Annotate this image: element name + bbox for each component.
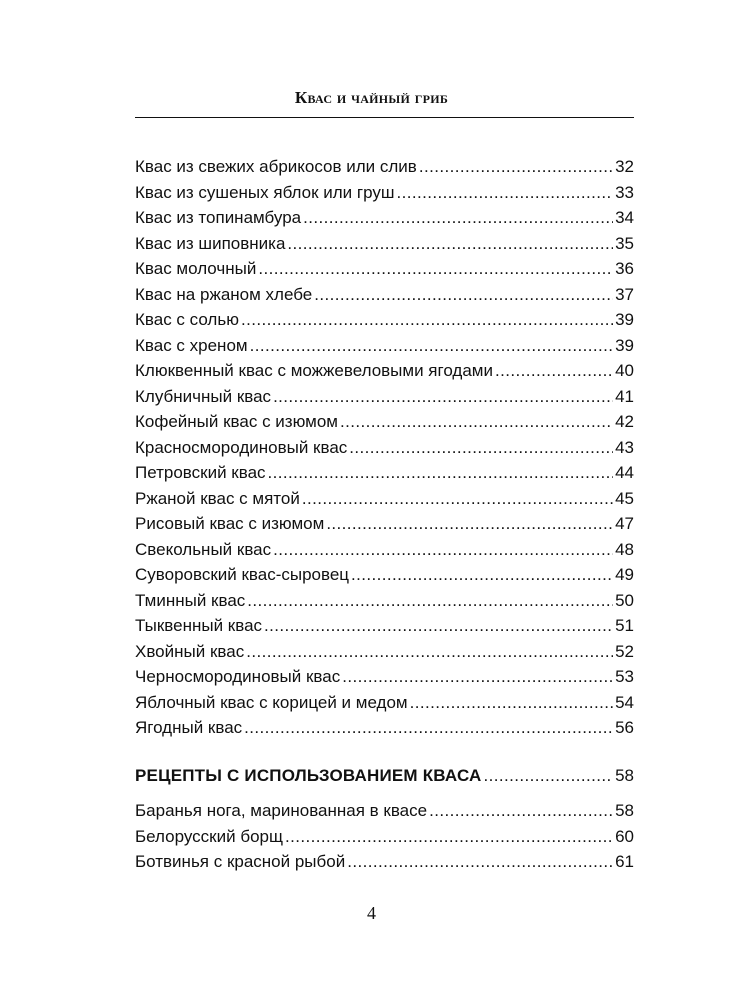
toc-entry-title: Ботвинья с красной рыбой [135,852,346,871]
toc-entry-page: 58 [615,801,634,820]
toc-entry-page: 54 [615,692,634,712]
toc-entry[interactable] [135,205,634,231]
toc-entry[interactable] [135,537,634,563]
toc-entry-page: 47 [615,514,634,533]
toc-entry-title: Квас из топинамбура [135,208,302,227]
toc-entry-page: 39 [615,310,634,329]
toc-leader-dots [287,231,613,257]
toc-list [135,154,634,741]
toc-section-page: 58 [615,766,634,785]
toc-entry[interactable] [135,460,634,486]
toc-section-list [135,798,634,875]
toc-leader-dots [246,639,613,665]
toc-entry[interactable] [135,798,634,824]
toc-entry-title: Петровский квас [135,463,266,482]
toc-entry-title: Тыквенный квас [135,616,263,635]
toc-leader-dots [314,282,613,308]
toc-leader-dots [429,798,613,824]
toc-entry-page: 45 [615,488,634,508]
toc-entry-page: 41 [615,386,634,406]
toc-entry[interactable] [135,307,634,333]
toc-entry[interactable] [135,824,634,850]
toc-entry-title: Суворовский квас-сыровец [135,565,350,584]
toc-entry-page: 40 [615,361,634,380]
toc-leader-dots [351,562,613,588]
toc-entry-title: Красносмородиновый квас [135,437,348,457]
toc-entry-page: 35 [615,233,634,253]
toc-entry[interactable] [135,588,634,614]
toc-entry[interactable] [135,282,634,308]
toc-entry-page: 44 [615,463,634,482]
toc-entry-page: 34 [615,208,634,227]
toc-entry[interactable] [135,715,634,741]
toc-entry[interactable] [135,358,634,384]
toc-entry-title: Квас из свежих абрикосов или слив [135,157,417,176]
toc-entry-title: Яблочный квас с корицей и медом [135,692,408,712]
toc-leader-dots [258,256,613,282]
toc-entry-title: Баранья нога, маринованная в квасе [135,801,428,820]
page-number: 4 [367,903,376,923]
toc-entry[interactable] [135,409,634,435]
toc-entry-title: Рисовый квас с изюмом [135,514,325,533]
toc-leader-dots [484,763,614,789]
toc-leader-dots [495,358,613,384]
toc-leader-dots [419,154,613,180]
toc-entry-title: Хвойный квас [135,641,245,661]
toc-leader-dots [244,715,613,741]
toc-leader-dots [326,511,613,537]
toc-entry-page: 61 [615,852,634,871]
toc-entry[interactable] [135,435,634,461]
toc-entry[interactable] [135,664,634,690]
toc-entry-title: Тминный квас [135,590,246,610]
toc-entry-title: Квас молочный [135,259,257,278]
toc-entry-page: 33 [615,182,634,202]
toc-entry-title: Черносмородиновый квас [135,667,341,686]
toc-entry-title: Ржаной квас с мятой [135,488,300,508]
header-rule [135,117,634,118]
toc-entry[interactable] [135,613,634,639]
toc-section-heading[interactable] [135,763,634,789]
toc-leader-dots [241,307,613,333]
toc-entry-page: 50 [615,590,634,610]
toc-entry-title: Квас с хреном [135,335,248,355]
toc-leader-dots [273,384,613,410]
toc-leader-dots [347,849,613,875]
toc-entry-page: 39 [615,335,634,355]
toc-entry-page: 52 [615,641,634,661]
toc-entry-page: 43 [615,437,634,457]
toc-entry[interactable] [135,690,634,716]
toc-entry-page: 56 [615,718,634,737]
toc-leader-dots [349,435,613,461]
toc-entry-title: Ягодный квас [135,718,243,737]
toc-leader-dots [247,588,613,614]
toc-leader-dots [302,486,613,512]
toc-leader-dots [342,664,613,690]
toc-entry-title: Квас из шиповника [135,233,286,253]
toc-entry[interactable] [135,333,634,359]
toc-entry[interactable] [135,511,634,537]
toc-section [135,763,634,789]
toc-leader-dots [397,180,614,206]
toc-entry-title: Квас на ржаном хлебе [135,284,313,304]
toc-entry[interactable] [135,486,634,512]
toc-leader-dots [285,824,613,850]
toc-leader-dots [303,205,613,231]
toc-entry-title: Клубничный квас [135,386,272,406]
toc-entry[interactable] [135,231,634,257]
toc-entry-page: 32 [615,157,634,176]
toc-entry-page: 53 [615,667,634,686]
toc-entry[interactable] [135,639,634,665]
toc-leader-dots [273,537,613,563]
toc-leader-dots [268,460,614,486]
toc-entry-title: Белорусский борщ [135,826,283,846]
toc-entry-page: 42 [615,412,634,431]
toc-entry-title: Кофейный квас с изюмом [135,412,338,431]
toc-leader-dots [340,409,613,435]
toc-entry-page: 49 [615,565,634,584]
toc-section-title: РЕЦЕПТЫ С ИСПОЛЬЗОВАНИЕМ КВАСА [135,766,482,785]
toc-entry-page: 51 [615,616,634,635]
toc-entry-page: 37 [615,284,634,304]
toc-leader-dots [264,613,613,639]
toc-entry[interactable] [135,154,634,180]
toc-entry-title: Квас из сушеных яблок или груш [135,182,395,202]
toc-entry[interactable] [135,849,634,875]
toc-entry-page: 60 [615,826,634,846]
toc-entry-title: Квас с солью [135,310,239,329]
toc-leader-dots [250,333,613,359]
toc-entry[interactable] [135,562,634,588]
toc-entry[interactable] [135,384,634,410]
running-header: Квас и чайный гриб [294,88,449,107]
toc-leader-dots [410,690,613,716]
toc-entry[interactable] [135,180,634,206]
toc-entry-page: 36 [615,259,634,278]
toc-entry-page: 48 [615,539,634,559]
toc-entry-title: Клюквенный квас с можжевеловыми ягодами [135,361,493,380]
toc-entry-title: Свекольный квас [135,539,272,559]
toc-entry[interactable] [135,256,634,282]
